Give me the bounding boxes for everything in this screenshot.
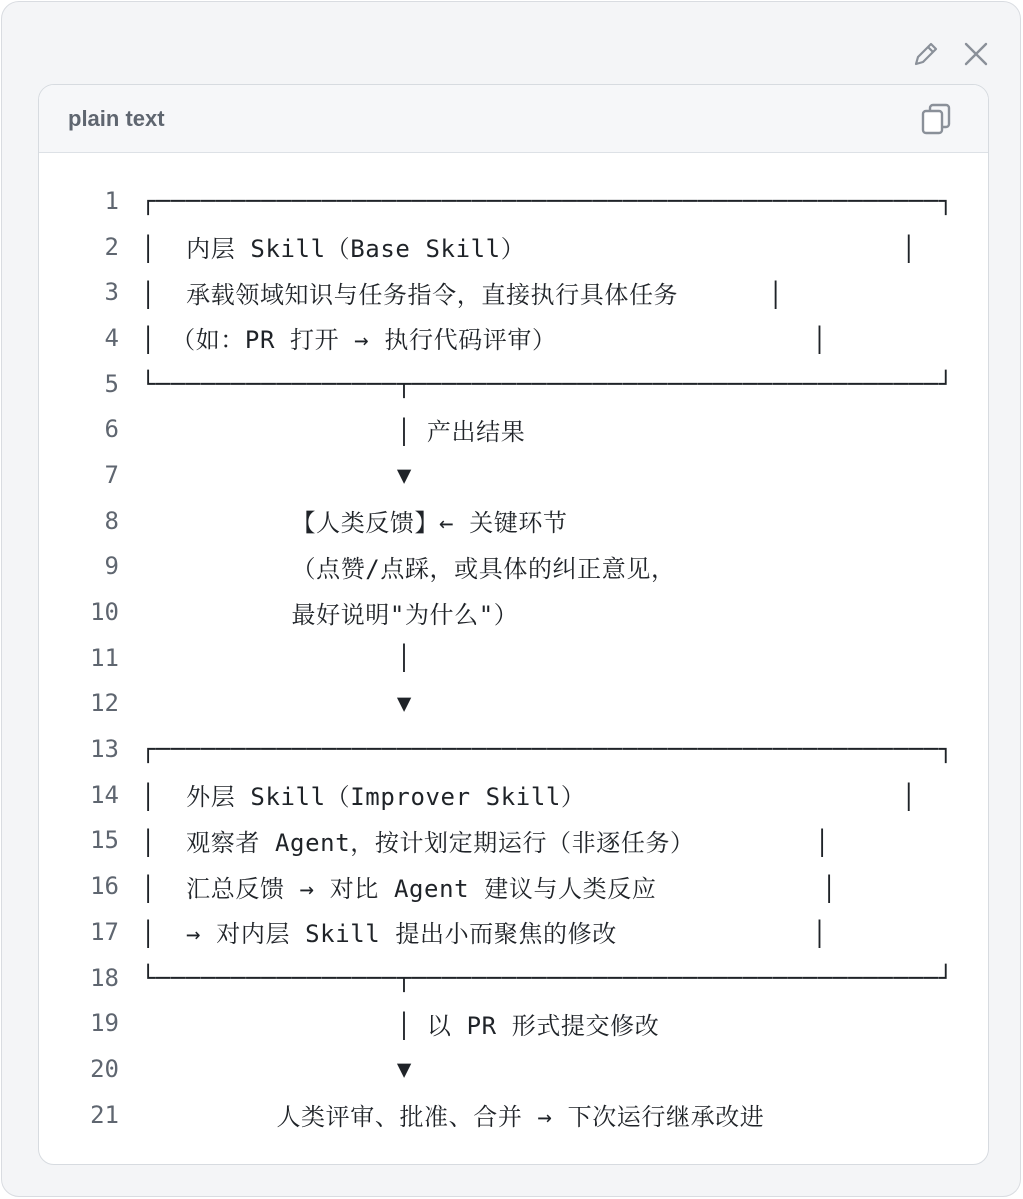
line-text: │ 外层 Skill（Improver Skill） │ [141,783,917,812]
line-text: 人类评审、批准、合并 → 下次运行继承改进 [141,1103,765,1132]
line-number: 17 [90,917,119,946]
line-number: 13 [90,735,119,764]
line-number: 20 [90,1054,119,1083]
code-line [39,589,988,635]
code-line [39,772,988,818]
line-text: │ 以 PR 形式提交修改 [141,1011,660,1040]
code-line [39,1000,988,1046]
line-number: 4 [104,323,119,352]
line-number: 8 [104,506,119,535]
line-text: │ [141,643,412,672]
code-line [39,452,988,498]
code-line [39,315,988,361]
line-text: ▼ [141,460,412,489]
code-block [38,84,989,1165]
line-number: 14 [90,780,119,809]
line-number: 21 [90,1100,119,1129]
line-text: └────────────────┬───────────────────────────────────┘ [141,369,954,398]
line-text: ▼ [141,689,412,718]
line-text: （点赞/点踩，或具体的纠正意见， [141,554,676,583]
code-line [39,863,988,909]
code-line [39,178,988,224]
line-text: └────────────────┬───────────────────────────────────┘ [141,963,954,992]
line-number: 19 [90,1009,119,1038]
code-line [39,498,988,544]
line-text: │ 观察者 Agent，按计划定期运行（非逐任务） │ [141,828,831,857]
line-text: │ 汇总反馈 → 对比 Agent 建议与人类反应 │ [141,874,838,903]
line-number: 1 [104,186,119,215]
code-block-header [39,85,988,153]
line-number: 3 [104,278,119,307]
language-label: plain text [68,105,165,131]
line-number: 2 [104,232,119,261]
line-number: 5 [104,369,119,398]
code-line [39,635,988,681]
code-line [39,909,988,955]
line-number: 18 [90,963,119,992]
code-line [39,955,988,1001]
code-line [39,681,988,727]
code-line [39,224,988,270]
code-line [39,1092,988,1138]
code-line [39,1046,988,1092]
line-text: │ 产出结果 [141,417,526,446]
line-number: 7 [104,460,119,489]
code-content [39,178,988,1137]
line-text: │ 内层 Skill（Base Skill） │ [141,235,917,264]
line-text: │ → 对内层 Skill 提出小而聚焦的修改 │ [141,920,828,949]
window-actions [910,38,992,70]
line-number: 15 [90,826,119,855]
line-text: 最好说明"为什么"） [141,600,519,629]
code-line [39,544,988,590]
code-line [39,818,988,864]
code-line [39,726,988,772]
line-number: 16 [90,872,119,901]
line-text: ┌────────────────────────────────────────────────────┐ [141,186,954,215]
line-number: 10 [90,598,119,627]
close-icon[interactable] [960,38,992,70]
pencil-icon[interactable] [910,38,942,70]
line-text: ┌────────────────────────────────────────────────────┐ [141,735,954,764]
line-text: │ （如：PR 打开 → 执行代码评审） │ [141,326,828,355]
line-text: │ 承载领域知识与任务指令，直接执行具体任务 │ [141,280,784,309]
code-viewer-window [1,1,1021,1197]
line-number: 12 [90,689,119,718]
line-text: 【人类反馈】← 关键环节 [141,509,568,538]
line-number: 9 [104,552,119,581]
code-line [39,361,988,407]
code-line [39,269,988,315]
code-line [39,406,988,452]
line-number: 6 [104,415,119,444]
copy-icon[interactable] [918,101,954,137]
line-text: ▼ [141,1054,412,1083]
line-number: 11 [90,643,119,672]
